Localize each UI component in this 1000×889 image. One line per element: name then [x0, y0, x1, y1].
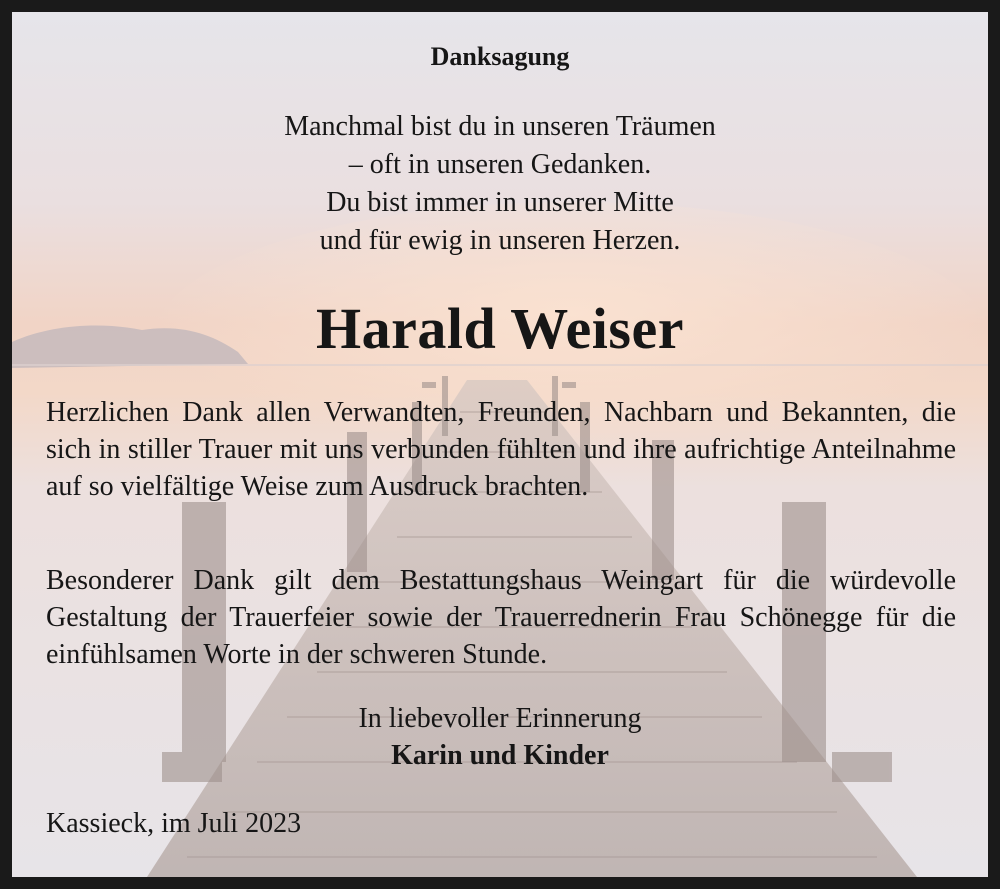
- poem-line: Manchmal bist du in unseren Träumen: [284, 111, 716, 142]
- notice-heading: Danksagung: [430, 42, 570, 71]
- closing-block: [12, 700, 988, 774]
- closing-line: In liebevoller Erinnerung: [358, 703, 642, 734]
- poem-line: – oft in unseren Gedanken.: [348, 149, 652, 180]
- poem-verse: [12, 108, 988, 260]
- poem-line: Du bist immer in unserer Mitte: [326, 187, 674, 218]
- place-and-date: Kassieck, im Juli 2023: [46, 808, 302, 839]
- thanks-paragraph: Herzlichen Dank allen Verwandten, Freunden, Nachbarn und Bekannten, die sich in stiller Trauer mit uns verbunden fühlten und ihre aufrichtige Anteilnahme auf so vielfältige Weise zum Ausdruck brachten.: [46, 397, 956, 502]
- notice-content: [12, 12, 988, 877]
- special-thanks-paragraph: Besonderer Dank gilt dem Bestattungshaus Weingart für die würdevolle Gestaltung der Trauerfeier sowie der Trauerrednerin Frau Schönegge für die einfühlsamen Worte in der schweren Stunde.: [46, 565, 956, 670]
- deceased-name: Harald Weiser: [316, 296, 684, 361]
- poem-line: und für ewig in unseren Herzen.: [319, 225, 681, 256]
- signers: Karin und Kinder: [391, 740, 609, 771]
